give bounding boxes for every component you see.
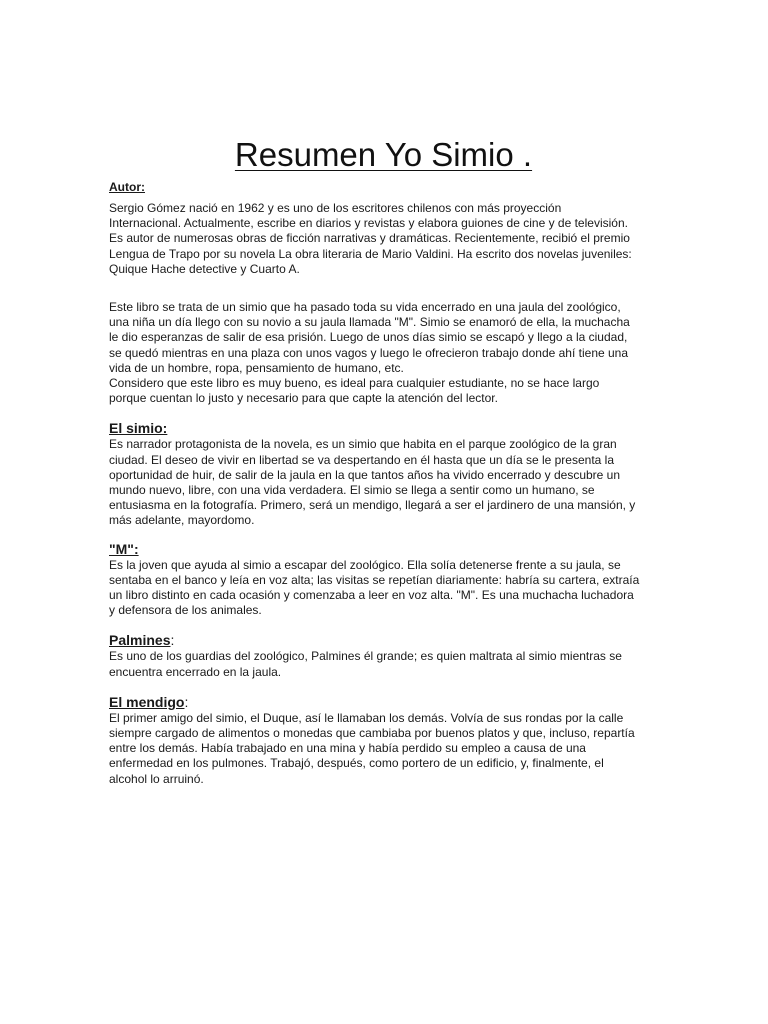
mendigo-paragraph: El primer amigo del simio, el Duque, así le llamaban los demás. Volvía de sus rondas por la calle siempre cargado de alimentos o monedas que cambiaba por buenos platos y que, incluso, repartía entre los demás. Había trabajado en una mina y había perdido su empleo a causa de una enfermedad en los pulmones. Trabajó, después, como portero de un edificio, y, finalmente, el alcohol lo arruinó. bbox=[109, 710, 635, 786]
section-palmines bbox=[109, 632, 658, 679]
section-autor bbox=[109, 180, 658, 277]
simio-paragraph: Es narrador protagonista de la novela, es un simio que habita en el parque zoológico de la gran ciudad. El deseo de vivir en libertad se va despertando en él hasta que un día se le presenta la oportunidad de huir, de salir de la jaula en la que tantos años ha vivido encerrado y descubre un mundo nuevo, libre, con una vida verdadera. El simio se llega a sentir como un humano, se entusiasma en la fotografía. Primero, será un mendigo, llegará a ser el jardinero de una mansión, y más adelante, mayordomo. bbox=[109, 437, 636, 528]
mendigo-heading bbox=[109, 694, 658, 711]
palmines-heading bbox=[109, 632, 658, 649]
m-paragraph: Es la joven que ayuda al simio a escapar del zoológico. Ella solía detenerse frente a su jaula, se sentaba en el banco y leía en voz alta; las visitas se repetían diariamente: habría su cartera, extraía un libro distinto en cada ocasión y comenzaba a leer en voz alta. "M". Es una muchacha luchadora y defensora de los animales. bbox=[109, 557, 640, 618]
autor-heading: Autor: bbox=[109, 180, 145, 194]
m-heading bbox=[109, 541, 658, 558]
palmines-heading-label: Palmines bbox=[109, 632, 171, 649]
section-el-mendigo bbox=[109, 694, 658, 787]
mendigo-heading-suffix: : bbox=[184, 693, 189, 710]
mendigo-heading-label: El mendigo bbox=[109, 693, 185, 710]
palmines-paragraph: Es uno de los guardias del zoológico, Palmines él grande; es quien maltrata al simio mientras se encuentra encerrado en la jaula. bbox=[109, 649, 622, 679]
document-title: Resumen Yo Simio . bbox=[234, 136, 533, 173]
section-resumen bbox=[109, 300, 658, 406]
resumen-paragraph: Este libro se trata de un simio que ha pasado toda su vida encerrado en una jaula del zoológico, una niña un día llego con su novio a su jaula llamada "M". Simio se enamoró de ella, la muchacha le dio esperanzas de salir de esa prisión. Luego de unos días simio se escapó y llego a la ciudad, se quedó mientras en una plaza con unos vagos y luego le ofrecieron trabajo donde ahí tiene una vida de un hombre, ropa, pensamiento de humano, etc. Considero que este libro es muy bueno, es ideal para cualquier estudiante, no se hace largo porque cuentan lo justo y necesario para que capte la atención del lector. bbox=[109, 300, 630, 406]
section-el-simio bbox=[109, 420, 658, 528]
autor-paragraph: Sergio Gómez nació en 1962 y es uno de los escritores chilenos con más proyección Internacional. Actualmente, escribe en diarios y revistas y elabora guiones de cine y de televisión. Es autor de numerosas obras de ficción narrativas y dramáticas. Recientemente, recibió el premio Lengua de Trapo por su novela La obra literaria de Mario Valdini. Ha escrito dos novelas juveniles: Quique Hache detective y Cuarto A. bbox=[109, 201, 632, 276]
palmines-heading-suffix: : bbox=[170, 632, 175, 649]
section-m bbox=[109, 541, 658, 619]
simio-heading bbox=[109, 420, 658, 437]
m-heading-label: "M": bbox=[109, 540, 139, 557]
simio-heading-label: El simio: bbox=[109, 420, 168, 437]
